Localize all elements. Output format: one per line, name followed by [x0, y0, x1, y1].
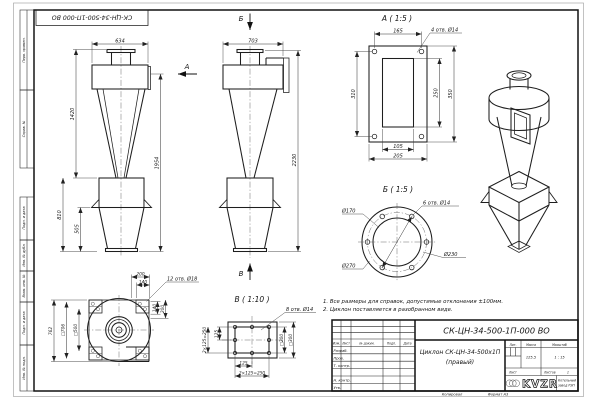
company-line2: завод РЭП	[558, 383, 575, 388]
view-arrow-v: В	[238, 270, 244, 278]
col-perv-primen: Перв. примен.	[22, 37, 26, 63]
stamp-text: СК-ЦН-34-500-1П-000 ВО	[51, 13, 133, 21]
dim-350: 350	[448, 89, 454, 99]
hdr-data: Дата	[403, 341, 412, 346]
dim-500: □500	[74, 323, 79, 337]
row-utv: Утв.	[333, 386, 342, 390]
detail-a-title: А ( 1:5 )	[381, 14, 413, 23]
dim-706: □706	[61, 323, 67, 337]
plan-holes-note: 12 отв. Ø18	[167, 276, 198, 283]
dim-1420: 1420	[70, 107, 76, 121]
kopiroval-label: Копировал	[441, 392, 463, 397]
note-line-1: 1. Все размеры для справок, допустимые отклонения ±100мм.	[323, 299, 504, 305]
dim-105: 105	[393, 144, 403, 150]
tb-designation: СК-ЦН-34-500-1П-000 ВО	[443, 325, 550, 336]
dim-2230: 2230	[292, 153, 298, 167]
dim-1954: 1954	[154, 156, 161, 170]
tb-mass-value: 125,5	[525, 355, 537, 360]
notes	[323, 299, 503, 313]
dim-165: 165	[393, 28, 403, 35]
dim-d170: Ø170	[342, 208, 356, 215]
dim-d230: Ø230	[444, 252, 458, 258]
detail-b-view	[341, 185, 466, 281]
dim-pitch-left: 2×125=250	[203, 326, 209, 354]
dim-140-right: 140	[152, 303, 158, 313]
hdr-izm: Изм.	[332, 341, 341, 346]
dim-125-bottom: 125	[239, 361, 248, 367]
detail-b-title: Б ( 1:5 )	[382, 185, 414, 194]
row-tkontr: Т. контр.	[333, 363, 351, 368]
dim-505: 505	[74, 224, 81, 234]
tb-sheet-label: Лист	[509, 370, 517, 375]
plan-view	[48, 272, 199, 367]
tb-lit-label: Лит.	[509, 342, 517, 347]
logo-text: KVZR	[522, 378, 558, 391]
col-vzam-inv: Взам. инв. №	[22, 274, 26, 298]
dim-sq300: □300	[288, 333, 294, 347]
note-line-2: 2. Циклон поставляется в разобранном виде.	[323, 307, 453, 313]
title-block	[332, 320, 578, 397]
col-inv-podl: Инв. № подл.	[22, 356, 26, 380]
dim-762: 762	[49, 326, 54, 336]
tb-name-line2: (правый)	[445, 359, 475, 366]
dim-205: 205	[393, 153, 403, 160]
dim-703: 703	[248, 38, 258, 45]
margin-columns	[20, 10, 34, 391]
tb-sheets-value: 1	[567, 370, 569, 375]
dim-310: 310	[351, 89, 357, 99]
row-nkontr: Н. контр.	[333, 378, 351, 383]
dim-810: 810	[57, 210, 63, 220]
hdr-doc: № докум.	[359, 341, 375, 346]
col-sprav-no: Справ. №	[22, 120, 26, 138]
company-logo	[506, 376, 576, 392]
dim-200-right: 200	[160, 304, 166, 314]
isometric-view	[481, 71, 557, 253]
view-arrow-a: А	[184, 63, 190, 71]
col-podp-data-1: Подп. и дата	[22, 206, 26, 230]
tb-scale-label: Масштаб	[552, 342, 567, 347]
row-prov: Пров.	[333, 356, 344, 361]
detail-v-holes-note: 8 отв. Ø14	[286, 307, 314, 313]
dim-d270: Ø270	[342, 263, 356, 270]
detail-v-view	[202, 295, 316, 378]
row-razrab: Разраб.	[333, 349, 348, 353]
cyclone-side-view	[57, 39, 197, 258]
dim-pitch-bottom: 2×125=250	[238, 371, 266, 377]
dim-200-top: 200	[136, 272, 145, 278]
detail-v-title: В ( 1:10 )	[234, 295, 270, 304]
cyclone-front-view	[220, 14, 302, 281]
tb-scale-value: 1 : 15	[554, 355, 565, 360]
tb-mass-label: Масса	[526, 342, 536, 347]
detail-a-view	[351, 14, 462, 162]
col-inv-dubl: Инв. № дубл.	[22, 243, 26, 267]
dim-125-left: 125	[214, 329, 220, 339]
dim-sq200: □200	[279, 333, 285, 347]
tb-name-line1: Циклон СК-ЦН-34-500х1П	[419, 349, 501, 356]
company-line1: Котельный	[558, 378, 577, 383]
dim-140-top: 140	[138, 280, 148, 286]
dim-250: 250	[433, 88, 440, 98]
format-label: Формат А3	[487, 392, 509, 397]
detail-a-holes-note: 4 отв. Ø14	[431, 27, 459, 34]
top-designation-stamp	[36, 10, 148, 26]
hdr-list: Лист	[342, 341, 350, 346]
hdr-podp: Подп.	[386, 341, 397, 346]
view-arrow-b: Б	[238, 15, 244, 23]
detail-b-holes-note: 6 отв. Ø14	[423, 200, 451, 207]
tb-sheets-label: Листов	[544, 370, 556, 375]
col-podp-data-2: Подп. и дата	[22, 311, 26, 335]
dim-634: 634	[115, 38, 125, 45]
